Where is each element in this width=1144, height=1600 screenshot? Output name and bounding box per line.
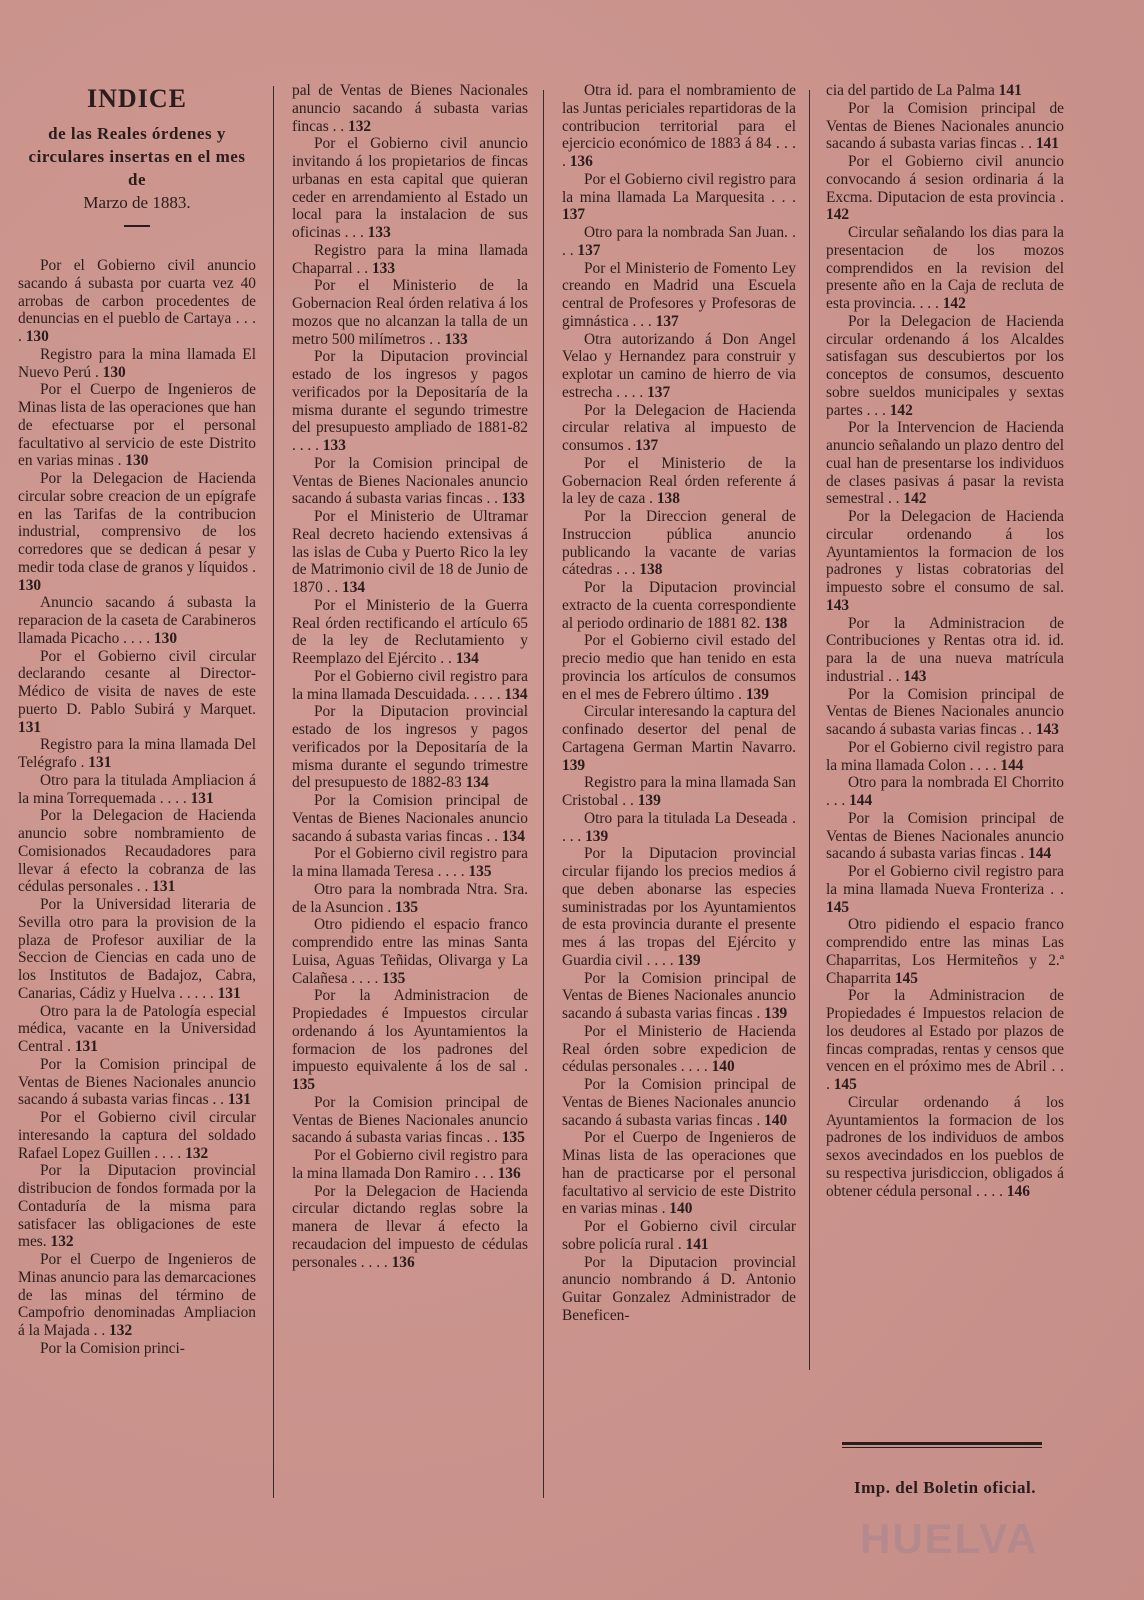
entry-text: Otro para la titulada Ampliacion á la mina Torrequemada . . . .	[18, 771, 256, 807]
entry-text: Registro para la mina llamada Del Telégrafo .	[18, 736, 256, 771]
column-1-entries	[18, 257, 256, 1358]
entry-text: Por la Delegacion de Hacienda anuncio sobre nombramiento de Comisionados Recaudadores para llevar á efecto la cobranza de las cédulas personales . .	[18, 807, 256, 896]
entry-page-number: 130	[18, 576, 42, 594]
entry-text: Por el Gobierno civil estado del precio medio que han tenido en esta provincia los artículos de consumos en el mes de Febrero último .	[562, 632, 796, 703]
index-entry	[562, 171, 796, 224]
entry-page-number: 140	[711, 1058, 735, 1076]
entry-page-number: 131	[18, 718, 42, 736]
index-subtitle: de las Reales órdenes y circulares insertas en el mes de	[28, 124, 246, 189]
index-entry	[826, 987, 1064, 1094]
entry-text: Por la Comision principal de Ventas de Bienes Nacionales anuncio sacando á subasta varias fincas . .	[18, 1055, 256, 1109]
entry-page-number: 135	[468, 863, 492, 880]
entry-page-number: 130	[125, 452, 149, 470]
entry-page-number: 142	[903, 490, 927, 508]
index-entry	[826, 100, 1064, 153]
entry-text: Por la Direccion general de Instruccion pública anuncio publicando la vacante de varias cátedras . . .	[562, 508, 796, 579]
index-entry	[562, 260, 796, 331]
index-entry	[826, 739, 1064, 775]
index-entry	[826, 686, 1064, 739]
entry-text: Otro para la nombrada El Chorrito . . .	[826, 774, 1064, 809]
entry-text: Registro para la mina llamada El Nuevo Perú .	[18, 345, 256, 381]
index-entry	[562, 1076, 796, 1129]
index-entry	[562, 1023, 796, 1076]
index-entry	[18, 346, 256, 382]
entry-text: Por la Comision principal de Ventas de Bienes Nacionales anuncio sacando á subasta varias fincas . .	[292, 1093, 528, 1147]
index-entry	[18, 1162, 256, 1251]
index-entry	[562, 224, 796, 260]
title-divider	[124, 225, 150, 227]
index-entry	[18, 896, 256, 1003]
entry-page-number: 144	[1028, 845, 1052, 863]
entry-text: Por la Delegacion de Hacienda circular sobre creacion de un epígrafe en las Tarifas de la contribucion industrial, comprensivo de los corredores que se dedican á pesar y medir toda clase de granos y líquidos .	[18, 470, 256, 576]
entry-page-number: 141	[998, 82, 1022, 99]
entry-page-number: 141	[685, 1235, 709, 1253]
index-entry	[18, 594, 256, 647]
index-entry	[562, 455, 796, 508]
column-2-entries	[292, 82, 528, 1271]
entry-text: Otro para la nombrada San Juan. . . .	[562, 224, 796, 259]
entry-text: Por la Comision principal de Ventas de Bienes Nacionales anuncio sacando á subasta varias fincas .	[826, 809, 1064, 863]
index-entry	[562, 810, 796, 846]
entry-text: Por la Delegacion de Hacienda circular relativa al impuesto de consumos .	[562, 401, 796, 454]
printer-imprint: Imp. del Boletin oficial.	[853, 1478, 1037, 1497]
index-entry	[292, 668, 528, 704]
closing-rule-thin	[842, 1447, 1042, 1448]
entry-page-number: 131	[88, 754, 112, 771]
index-entry	[292, 597, 528, 668]
entry-text: Por el Gobierno civil anuncio convocando á sesion ordinaria á la Excma. Diputacion de esta provincia .	[826, 153, 1064, 206]
index-column-1	[18, 84, 256, 1358]
entry-text: Por la Diputacion provincial extracto de la cuenta correspondiente al periodo ordinario de 1881 82.	[562, 579, 796, 632]
entry-text: Por el Gobierno civil circular declarando cesante al Director-Médico de visita de naves de este puerto D. Pablo Subirá y Marquet.	[18, 647, 256, 718]
column-3-entries	[562, 82, 796, 1325]
index-entry	[562, 1254, 796, 1325]
index-entry	[292, 916, 528, 987]
index-entry	[562, 1129, 796, 1218]
entry-text: Por la Comision principal de Ventas de Bienes Nacionales anuncio sacando á subasta varias fincas . .	[826, 685, 1064, 738]
index-entry	[562, 82, 796, 171]
entry-page-number: 132	[50, 1233, 74, 1251]
index-entry	[292, 508, 528, 597]
index-entry	[292, 1094, 528, 1147]
entry-text: Anuncio sacando á subasta la reparacion de la caseta de Carabineros llamada Picacho . . . .	[18, 594, 256, 647]
entry-page-number: 133	[367, 224, 391, 241]
entry-page-number: 142	[942, 295, 966, 312]
index-entry	[292, 242, 528, 278]
index-entry	[826, 313, 1064, 420]
index-entry	[292, 987, 528, 1094]
entry-page-number: 139	[764, 1005, 788, 1022]
entry-page-number: 137	[635, 437, 659, 454]
index-entry	[562, 1218, 796, 1254]
entry-text: Por la Delegacion de Hacienda circular ordenando á los Alcaldes satisfagan sus descubiertos por los conceptos de consumos, descuento sobre sueldos municipales y sextas partes . . .	[826, 312, 1064, 419]
entry-page-number: 133	[322, 437, 346, 454]
entry-page-number: 130	[25, 328, 49, 345]
entry-text: Por la Administracion de Propiedades é Impuestos relacion de los deudores al Estado por plazos de fincas compradas, rentas y censos que vencen en el próximo mes de Abril . . .	[826, 987, 1064, 1093]
index-entry	[18, 257, 256, 346]
entry-text: Por la Comision principal de Ventas de Bienes Nacionales anuncio sacando á subasta varias fincas . .	[826, 99, 1064, 153]
entry-page-number: 133	[444, 330, 468, 348]
index-entry	[826, 863, 1064, 916]
entry-text: Otro para la titulada La Deseada . . . .	[562, 809, 796, 845]
entry-text: Registro para la mina llamada San Cristobal . .	[562, 774, 796, 809]
index-entry	[292, 703, 528, 792]
entry-text: Por el Gobierno civil registro para la mina llamada Don Ramiro . . .	[292, 1147, 528, 1182]
entry-page-number: 130	[153, 629, 178, 647]
index-entry	[292, 792, 528, 845]
entry-page-number: 137	[647, 383, 671, 401]
index-title: INDICE	[87, 84, 187, 113]
index-date: Marzo de 1883.	[83, 193, 191, 212]
entry-page-number: 139	[562, 756, 586, 774]
entry-page-number: 130	[102, 363, 126, 381]
entry-text: Por el Gobierno civil circular interesando la captura del soldado Rafael Lopez Guillen . . . .	[18, 1109, 256, 1162]
entry-page-number: 139	[585, 827, 609, 845]
entry-text: Por el Gobierno civil registro para la mina llamada Colon . . . .	[826, 738, 1064, 774]
entry-page-number: 143	[1035, 721, 1059, 738]
entry-text: Por la Delegacion de Hacienda circular ordenando á los Ayuntamientos la formacion de los padrones y listas cobratorias del impuesto sobre el consumo de sal.	[826, 508, 1064, 596]
entry-page-number: 139	[677, 951, 701, 969]
entry-page-number: 133	[501, 490, 525, 508]
entry-page-number: 135	[501, 1129, 525, 1147]
entry-page-number: 140	[764, 1111, 788, 1129]
entry-text: Por el Ministerio de Hacienda Real órden sobre expedicion de cédulas personales . . . .	[562, 1022, 796, 1076]
entry-text: Por el Cuerpo de Ingenieros de Minas anuncio para las demarcaciones de las minas del término de Campofrio denominadas Ampliacion á la Majada . .	[18, 1251, 256, 1339]
index-entry	[18, 1251, 256, 1340]
index-entry	[562, 579, 796, 632]
entry-page-number: 144	[849, 792, 873, 809]
column-divider-2	[543, 90, 544, 1498]
index-entry	[826, 82, 1064, 100]
entry-text: Por el Gobierno civil circular sobre policía rural .	[562, 1218, 796, 1253]
entry-text: Otro pidiendo el espacio franco comprendido entre las minas Las Chaparritas, Los Hermiteños y 2.ª Chaparrita	[826, 916, 1064, 987]
entry-text: Por el Ministerio de la Gobernacion Real órden referente á la ley de caza .	[562, 454, 796, 508]
entry-text: Por el Cuerpo de Ingenieros de Minas lista de las operaciones que han de practicarse por el personal facultativo al servicio de este Distrito en varias minas .	[562, 1129, 796, 1218]
entry-text: Por el Ministerio de la Gobernacion Real órden relativa á los mozos que no alcanzan la talla de un metro 500 milímetros . .	[292, 277, 528, 348]
entry-text: Por el Ministerio de la Guerra Real órden rectificando el artículo 65 de la ley de Reclutamiento y Reemplazo del Ejército . .	[292, 596, 528, 667]
index-entry	[826, 916, 1064, 987]
index-entry	[18, 772, 256, 808]
entry-page-number: 135	[292, 1076, 316, 1093]
entry-text: cia del partido de La Palma	[826, 82, 995, 99]
entry-page-number: 131	[74, 1038, 98, 1055]
entry-text: Por la Diputacion provincial estado de los ingresos y pagos verificados por la Depositaría de la misma durante el segundo trimestre del presupuesto ampliado de 1881-82 . . . .	[292, 348, 528, 454]
index-entry	[292, 1147, 528, 1183]
entry-text: Otra autorizando á Don Angel Velao y Hernandez para construir y explotar un camino de hierro de via estrecha . . . .	[562, 330, 796, 401]
entry-text: Por la Comision principal de Ventas de Bienes Nacionales anuncio sacando á subasta varias fincas . .	[292, 792, 528, 845]
entry-text: Por el Gobierno civil anuncio sacando á subasta por cuarta vez 40 arrobas de carbon procedentes de denuncias en el pueblo de Cartaya . . . .	[18, 257, 256, 345]
index-entry	[18, 1109, 256, 1162]
entry-text: Por la Comision princi-	[40, 1339, 185, 1357]
index-entry	[292, 82, 528, 135]
entry-text: Por la Administracion de Propiedades é Impuestos circular ordenando á los Ayuntamientos la formacion de los padrones del impuesto equivalente á los de sal .	[292, 987, 528, 1076]
entry-text: Por el Ministerio de Fomento Ley creando en Madrid una Escuela central de Profesores y Profesoras de gimnástica . . .	[562, 259, 796, 330]
entry-text: Otra id. para el nombramiento de las Juntas periciales repartidoras de la contribucion territorial para el ejercicio económico de 1883 á 84 . . . .	[562, 82, 796, 170]
index-entry	[826, 615, 1064, 686]
entry-page-number: 135	[382, 969, 406, 987]
index-entry	[18, 381, 256, 470]
index-entry	[18, 1056, 256, 1109]
entry-page-number: 146	[1006, 1182, 1030, 1200]
index-entry	[292, 1183, 528, 1272]
index-entry	[292, 455, 528, 508]
index-entry	[18, 1340, 256, 1358]
entry-page-number: 142	[826, 206, 850, 224]
entry-page-number: 131	[190, 789, 214, 807]
entry-page-number: 132	[348, 117, 372, 135]
index-entry	[292, 277, 528, 348]
entry-page-number: 131	[227, 1091, 251, 1109]
index-entry	[562, 774, 796, 810]
entry-text: Por la Diputacion provincial circular fijando los precios medios á que deben abonarse las especies suministradas por los Ayuntamientos de esta provincia durante el presente mes á las tropas del Ejército y Guardia civil . . . .	[562, 845, 796, 969]
entry-page-number: 145	[833, 1076, 857, 1093]
entry-text: Por el Ministerio de Ultramar Real decreto haciendo extensivas á las islas de Cuba y Puerto Rico la ley de Matrimonio civil de 18 de Junio de 1870 . .	[292, 508, 528, 596]
entry-page-number: 134	[342, 579, 366, 596]
index-entry	[292, 348, 528, 455]
entry-page-number: 140	[669, 1200, 693, 1218]
index-entry	[562, 703, 796, 774]
entry-text: Por la Universidad literaria de Sevilla otro para la provision de la plaza de Profesor auxiliar de la Seccion de Ciencias en cada uno de los Institutos de Badajoz, Cabra, Canarias, Cádiz y Huelva . . . . .	[18, 896, 256, 1002]
entry-text: Por la Diputacion provincial distribucion de fondos formada por la Contaduría de la misma para satisfacer las obligaciones de este mes.	[18, 1162, 256, 1251]
entry-page-number: 144	[1000, 756, 1024, 774]
index-entry	[292, 845, 528, 881]
entry-text: Otro para la nombrada Ntra. Sra. de la Asuncion .	[292, 880, 528, 916]
entry-text: Por la Comision principal de Ventas de Bienes Nacionales anuncio sacando á subasta varias fincas .	[562, 1076, 796, 1129]
entry-page-number: 132	[185, 1144, 209, 1162]
entry-text: Registro para la mina llamada Chaparral . .	[292, 241, 528, 277]
entry-text: Por el Gobierno civil registro para la mina llamada Nueva Fronteriza . .	[826, 863, 1064, 898]
index-entry	[562, 402, 796, 455]
archive-watermark: HUELVA	[860, 1515, 1039, 1562]
index-entry	[18, 1003, 256, 1056]
entry-page-number: 138	[639, 561, 663, 579]
entry-page-number: 131	[152, 878, 176, 896]
entry-text: Por el Gobierno civil registro para la mina llamada La Marquesita . . .	[562, 170, 796, 206]
entry-page-number: 134	[455, 650, 479, 667]
index-entry	[562, 632, 796, 703]
entry-text: Por la Administracion de Contribuciones y Rentas otra id. id. para la de una nueva matrícula industrial . .	[826, 614, 1064, 685]
entry-text: Circular interesando la captura del confinado desertor del penal de Cartagena German Martin Navarro.	[562, 703, 796, 756]
entry-page-number: 135	[395, 898, 419, 916]
entry-page-number: 138	[656, 490, 680, 508]
entry-text: Circular señalando los dias para la presentacion de los mozos comprendidos en la revision del presente año en la Caja de recluta de esta provincia. . . .	[826, 224, 1064, 312]
column-divider-1	[273, 86, 274, 1498]
entry-text: Por la Comision principal de Ventas de Bienes Nacionales anuncio sacando á subasta varias fincas . .	[292, 454, 528, 508]
closing-rule	[842, 1442, 1042, 1445]
entry-page-number: 141	[1035, 135, 1059, 153]
entry-text: Por la Delegacion de Hacienda circular dictando reglas sobre la manera de llevar á efecto la recaudacion del impuesto de cédulas personales . . . .	[292, 1182, 528, 1271]
index-entry	[292, 135, 528, 242]
column-4-entries	[826, 82, 1064, 1200]
entry-page-number: 134	[465, 774, 489, 792]
entry-page-number: 131	[217, 984, 241, 1002]
entry-page-number: 133	[371, 259, 396, 277]
entry-text: Por el Gobierno civil registro para la mina llamada Descuidada. . . . .	[292, 667, 528, 703]
index-entry	[826, 419, 1064, 508]
index-entry	[826, 224, 1064, 313]
entry-page-number: 136	[391, 1253, 415, 1271]
entry-text: Por el Gobierno civil anuncio invitando á los propietarios de fincas urbanas en esta capital que quieran ceder en arrendamiento al Estado un local para la instalacion de sus oficinas . . .	[292, 135, 528, 241]
index-entry	[826, 774, 1064, 810]
entry-text: pal de Ventas de Bienes Nacionales anuncio sacando á subasta varias fincas . .	[292, 82, 528, 135]
entry-text: Circular ordenando á los Ayuntamientos la formacion de los padrones de los individuos de ambos sexos avecindados en los pueblos de su respectiva jurisdiccion, obligados á obtener cédula personal . . . .	[826, 1093, 1064, 1200]
index-entry	[562, 331, 796, 402]
entry-page-number: 136	[569, 153, 593, 170]
entry-page-number: 142	[889, 401, 913, 419]
index-entry	[292, 881, 528, 917]
index-entry	[18, 648, 256, 737]
index-entry	[562, 970, 796, 1023]
index-column-2	[292, 82, 528, 1271]
entry-text: Por la Diputacion provincial estado de los ingresos y pagos verificados por la Depositaría de la misma durante el segundo trimestre del presupuesto de 1882-83	[292, 703, 528, 792]
index-column-4	[826, 82, 1064, 1200]
entry-page-number: 132	[109, 1322, 133, 1339]
column-divider-3	[809, 90, 810, 1370]
entry-page-number: 137	[562, 206, 586, 224]
index-entry	[826, 508, 1064, 615]
index-entry	[826, 1094, 1064, 1201]
entry-page-number: 138	[764, 614, 788, 632]
index-entry	[18, 807, 256, 896]
index-entry	[18, 736, 256, 772]
entry-page-number: 143	[903, 667, 927, 685]
entry-text: Por el Cuerpo de Ingenieros de Minas lista de las operaciones que han de efectuarse por el personal facultativo al servicio de este Distrito en varias minas .	[18, 381, 256, 470]
entry-page-number: 137	[577, 241, 601, 259]
entry-page-number: 134	[504, 685, 528, 703]
index-entry	[18, 470, 256, 594]
entry-page-number: 134	[501, 827, 525, 845]
entry-text: Por la Diputacion provincial anuncio nombrando á D. Antonio Guitar Gonzalez Administrador de Beneficen-	[562, 1253, 796, 1324]
entry-page-number: 136	[497, 1164, 521, 1182]
entry-text: Por la Comision principal de Ventas de Bienes Nacionales anuncio sacando á subasta varias fincas .	[562, 969, 796, 1022]
entry-text: Otro pidiendo el espacio franco comprendido entre las minas Santa Luisa, Aguas Teñidas, Olivarga y La Calañesa . . . .	[292, 916, 528, 987]
entry-text: Otro para la de Patología especial médica, vacante en la Universidad Central .	[18, 1002, 256, 1055]
entry-text: Por el Gobierno civil registro para la mina llamada Teresa . . . .	[292, 845, 528, 880]
index-column-3	[562, 82, 796, 1325]
entry-page-number: 139	[637, 792, 661, 809]
index-entry	[826, 153, 1064, 224]
entry-page-number: 137	[655, 312, 679, 330]
entry-page-number: 143	[826, 596, 850, 614]
index-entry	[562, 508, 796, 579]
index-entry	[562, 845, 796, 969]
entry-text: Por la Intervencion de Hacienda anuncio señalando un plazo dentro del cual han de presentarse los individuos de clases pasivas á pasar la revista semestral . .	[826, 419, 1064, 508]
entry-page-number: 139	[745, 685, 769, 703]
index-entry	[826, 810, 1064, 863]
entry-page-number: 145	[826, 898, 850, 916]
entry-page-number: 145	[894, 969, 918, 987]
